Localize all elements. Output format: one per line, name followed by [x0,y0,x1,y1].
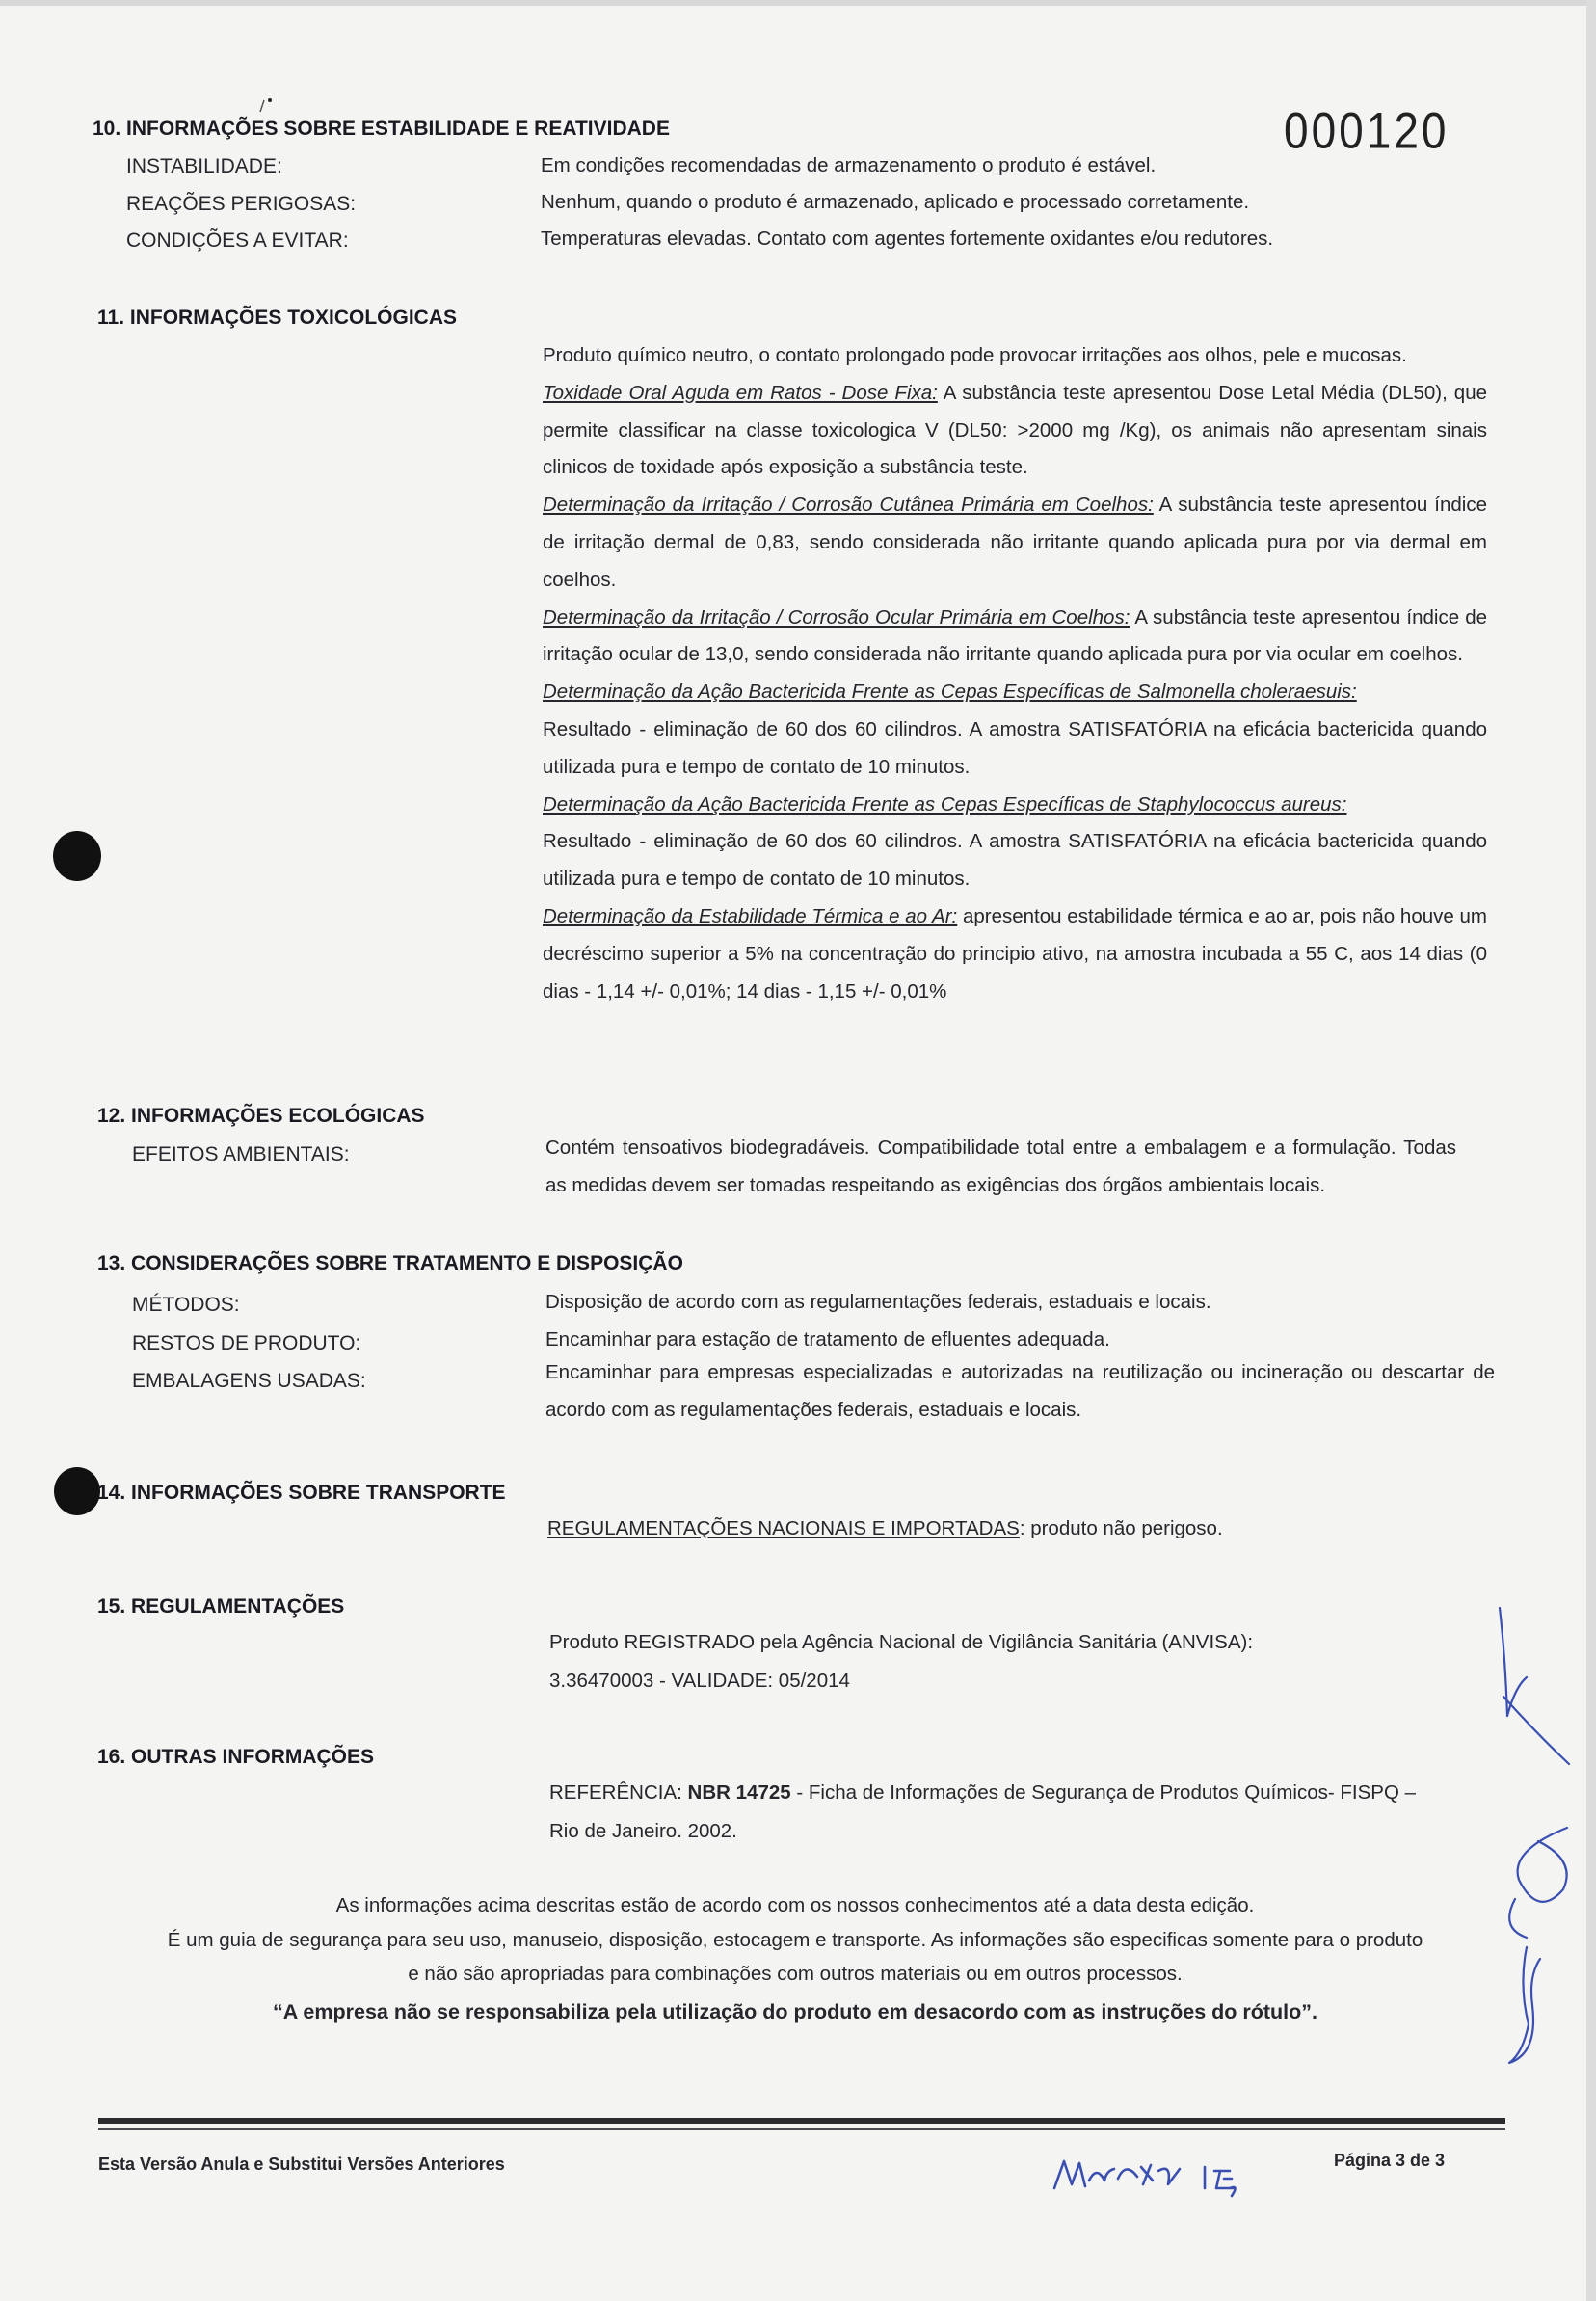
s10-value-condicoes: Temperaturas elevadas. Contato com agentes fortemente oxidantes e/ou redutores. [541,227,1274,250]
s16-ref-text: - Ficha de Informações de Segurança de Produtos Químicos- FISPQ – [790,1781,1416,1804]
s11-staphylococcus-title: Determinação da Ação Bactericida Frente as Cepas Específicas de Staphylococcus aureus: [543,792,1347,816]
serial-number: 000120 [1284,101,1450,159]
s12-label-efeitos: EFEITOS AMBIENTAIS: [132,1143,350,1165]
section-16-heading: 16. OUTRAS INFORMAÇÕES [97,1746,375,1768]
s13-label-embalagens: EMBALAGENS USADAS: [132,1370,366,1392]
s11-salmonella-body: Resultado - eliminação de 60 dos 60 cilindros. A amostra SATISFATÓRIA na eficácia bactericida quando utilizada pura e tempo de contato de 10 minutos. [543,717,1487,778]
closing-line-2: É um guia de segurança para seu uso, manuseio, disposição, estocagem e transporte. As informações são especificas somente para o produto [167,1929,1423,1951]
s11-thermal-stability [543,898,1487,1010]
s11-intro: Produto químico neutro, o contato prolongado pode provocar irritações aos olhos, pele e mucosas. [543,344,1407,366]
s11-toxicology-block [543,337,1487,1010]
s13-value-restos: Encaminhar para estação de tratamento de efluentes adequada. [545,1328,1110,1351]
footer-version-note: Esta Versão Anula e Substitui Versões Anteriores [98,2154,505,2174]
footer-rule-thin [98,2128,1505,2130]
punch-hole-top [53,831,101,881]
s12-value-efeitos: Contém tensoativos biodegradáveis. Compatibilidade total entre a embalagem e a formulação. Todas as medidas devem ser tomadas respeitando as exigências dos órgãos ambientais locais. [545,1137,1456,1196]
s15-validity-line: 3.36470003 - VALIDADE: 05/2014 [549,1670,850,1692]
s11-staphylococcus-test [543,787,1487,898]
closing-line-3: e não são apropriadas para combinações com outros materiais ou em outros processos. [408,1963,1183,1985]
s11-oral-body: A substância teste apresentou Dose Letal Média (DL50), que permite classificar na classe toxicologica V (DL50: >2000 mg /Kg), os animais não apresentam sinais clinicos de toxidade após exposição a substância teste. [543,381,1487,479]
s11-thermal-body: apresentou estabilidade térmica e ao ar, pois não houve um decréscimo superior a 5% na concentração do principio ativo, na amostra incubada a 55 C, aos 14 dias (0 dias - 1,14 +/- 0,01%; 14 dias - 1,15 +/- 0,01% [543,904,1487,1003]
s14-reg-value: : produto não perigoso. [1019,1517,1223,1539]
section-12-heading: 12. INFORMAÇÕES ECOLÓGICAS [97,1105,425,1127]
punch-hole-bottom [54,1467,100,1515]
section-11-heading: 11. INFORMAÇÕES TOXICOLÓGICAS [97,307,457,329]
s11-dermal-title: Determinação da Irritação / Corrosão Cutânea Primária em Coelhos: [543,494,1154,517]
s15-registration-line: Produto REGISTRADO pela Agência Nacional de Vigilância Sanitária (ANVISA): [549,1631,1254,1653]
s11-ocular-body: A substância teste apresentou índice de irritação ocular de 13,0, sendo considerada não irritante quando aplicada pura por via ocular em coelhos. [543,605,1488,666]
s14-reg-label: REGULAMENTAÇÕES NACIONAIS E IMPORTADAS [547,1517,1020,1539]
s11-salmonella-title: Determinação da Ação Bactericida Frente as Cepas Específicas de Salmonella choleraesuis: [543,681,1357,704]
s13-value-metodos: Disposição de acordo com as regulamentações federais, estaduais e locais. [545,1291,1211,1313]
handwritten-initials-margin [1480,1600,1586,2101]
s11-staphylococcus-body: Resultado - eliminação de 60 dos 60 cilindros. A amostra SATISFATÓRIA na eficácia bactericida quando utilizada pura e tempo de contato de 10 minutos. [543,830,1487,891]
s11-ocular-title: Determinação da Irritação / Corrosão Ocular Primária em Coelhos: [543,605,1130,629]
s14-transport-regulation [547,1517,1223,1540]
section-14-heading: 14. INFORMAÇÕES SOBRE TRANSPORTE [97,1482,506,1504]
s11-oral-title: Toxidade Oral Aguda em Ratos - Dose Fixa: [543,381,938,404]
s11-oral-toxicity [543,375,1487,487]
s10-label-instabilidade: INSTABILIDADE: [126,155,282,177]
handwritten-tick-top [254,94,274,116]
s16-ref-code: NBR 14725 [687,1781,791,1804]
closing-line-1: As informações acima descritas estão de acordo com os nossos conhecimentos até a data desta edição. [335,1894,1255,1916]
s11-salmonella-test [543,674,1487,786]
s16-ref-label: REFERÊNCIA: [549,1781,688,1804]
s10-label-condicoes: CONDIÇÕES A EVITAR: [126,229,349,252]
s16-reference-line-2: Rio de Janeiro. 2002. [549,1820,737,1842]
s11-dermal-body: A substância teste apresentou índice de irritação dermal de 0,83, sendo considerada não irritante quando aplicada pura por via dermal em coelhos. [543,494,1488,591]
s10-label-reacoes: REAÇÕES PERIGOSAS: [126,193,357,215]
closing-disclaimer: “A empresa não se responsabiliza pela utilização do produto em desacordo com as instruções do rótulo”. [272,2000,1317,2023]
s11-dermal-irritation [543,487,1487,599]
s11-ocular-irritation [543,600,1487,675]
footer-page-number: Página 3 de 3 [1334,2151,1446,2170]
section-10-heading: 10. INFORMAÇÕES SOBRE ESTABILIDADE E REATIVIDADE [93,118,670,140]
s11-thermal-title: Determinação da Estabilidade Térmica e ao Ar: [543,904,958,927]
s13-label-metodos: MÉTODOS: [132,1294,240,1316]
page-right-edge [1586,0,1596,2301]
section-15-heading: 15. REGULAMENTAÇÕES [97,1595,345,1618]
footer-rule-thick [98,2118,1505,2124]
s10-value-instabilidade: Em condições recomendadas de armazenamento o produto é estável. [541,154,1157,176]
s10-value-reacoes: Nenhum, quando o produto é armazenado, aplicado e processado corretamente. [541,191,1250,213]
s13-label-restos: RESTOS DE PRODUTO: [132,1332,361,1354]
section-13-heading: 13. CONSIDERAÇÕES SOBRE TRATAMENTO E DISPOSIÇÃO [97,1252,683,1274]
page-top-edge [0,0,1596,6]
s16-reference-line [549,1781,1416,1805]
handwritten-signature-footer [1051,2142,1291,2200]
s13-value-embalagens: Encaminhar para empresas especializadas e autorizadas na reutilização ou incineração ou descartar de acordo com as regulamentações federais, estaduais e locais. [545,1361,1495,1421]
